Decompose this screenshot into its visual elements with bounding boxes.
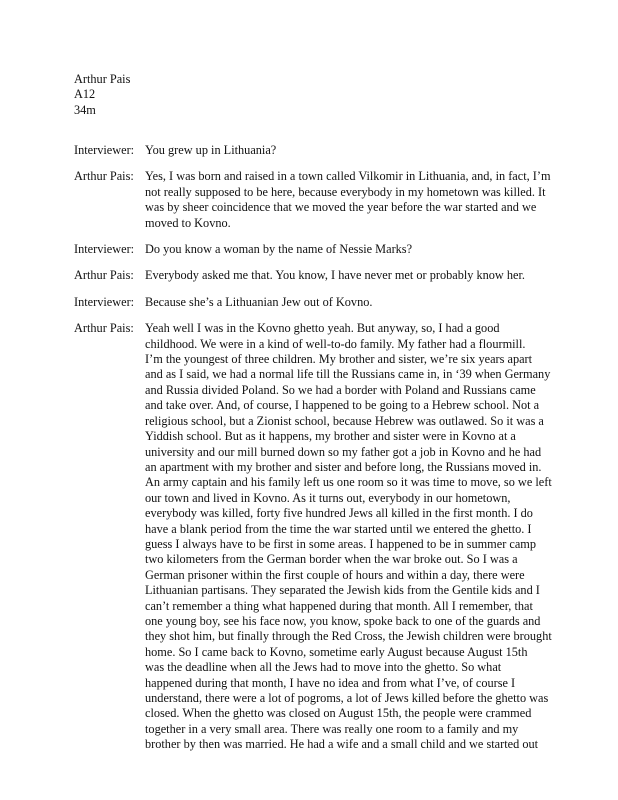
speaker-label: Interviewer:	[74, 242, 135, 257]
entry-text: Everybody asked me that. You know, I have never met or probably know her.	[145, 268, 525, 283]
entry-text: Because she’s a Lithuanian Jew out of Kovno.	[145, 294, 373, 309]
transcript	[74, 143, 554, 764]
interviewee-name: Arthur Pais	[74, 72, 131, 86]
transcript-entry	[74, 169, 554, 231]
speaker-label: Arthur Pais:	[74, 169, 134, 184]
entry-text: Do you know a woman by the name of Nessie Marks?	[145, 242, 413, 257]
transcript-entry	[74, 242, 554, 257]
transcript-entry	[74, 295, 554, 310]
transcript-entry	[74, 321, 554, 752]
interview-code: A12	[74, 87, 96, 102]
entry-text: Yeah well I was in the Kovno ghetto yeah. But anyway, so, I had a good childhood. We were in a kind of well-to-do family. My father had a flourmill. I’m the youngest of three children. My brother and sister, we’re six years apart and as I said, we had a normal life till the Russians came in, in ‘39 when Germany and Russia divided Poland. So we had a border with Poland and Russians came and take over. And, of course, I happened to be going to a Hebrew school. Not a religious school, but a Zionist school, because Hebrew was outlawed. So it was a Yiddish school. But as it happens, my brother and sister were in Kovno at a university and our mill burned down so my father got a job in Kovno and he had an apartment with my brother and sister and before long, the Russians moved in. An army captain and his family left us one room so it was time to move, so we left our town and lived in Kovno. As it turns out, everybody in our hometown, everybody was killed, forty five hundred Jews all killed in the first month. I do have a blank period from the time the war started until we entered the ghetto. I guess I always have to be first in some areas. I happened to be in summer camp two kilometers from the German border when the war broke out. So I was a German prisoner within the first couple of hours and within a day, there were Lithuanian partisans. They separated the Jewish kids from the Gentile kids and I can’t remember a thing what happened during that month. All I remember, that one young boy, see his face now, you know, spoke back to one of the guards and they shot him, but finally through the Red Cross, the Jewish children were brought home. So I came back to Kovno, sometime early August because August 15th was the deadline when all the Jews had to move into the ghetto. So what happened during that month, I have no idea and from what I’ve, of course I understand, there were a lot of pogroms, a lot of Jews killed before the ghetto was closed. When the ghetto was closed on August 15th, the people were crammed together in a very small area. There was really one room to a family and my brother by then was married. He had a wife and a small child and we started out	[145, 321, 552, 752]
entry-text: Yes, I was born and raised in a town called Vilkomir in Lithuania, and, in fact, I’m not really supposed to be here, because everybody in my hometown was killed. It was by sheer coincidence that we moved the year before the war started and we moved to Kovno.	[145, 169, 551, 230]
speaker-label: Interviewer:	[74, 294, 135, 309]
speaker-label: Arthur Pais:	[74, 321, 134, 336]
transcript-entry	[74, 268, 554, 283]
speaker-label: Interviewer:	[74, 143, 135, 157]
speaker-label: Arthur Pais:	[74, 268, 134, 283]
entry-text: You grew up in Lithuania?	[145, 143, 277, 157]
interviewee-info: 34m	[74, 102, 96, 117]
transcript-entry	[74, 143, 554, 158]
document-header	[74, 72, 474, 118]
